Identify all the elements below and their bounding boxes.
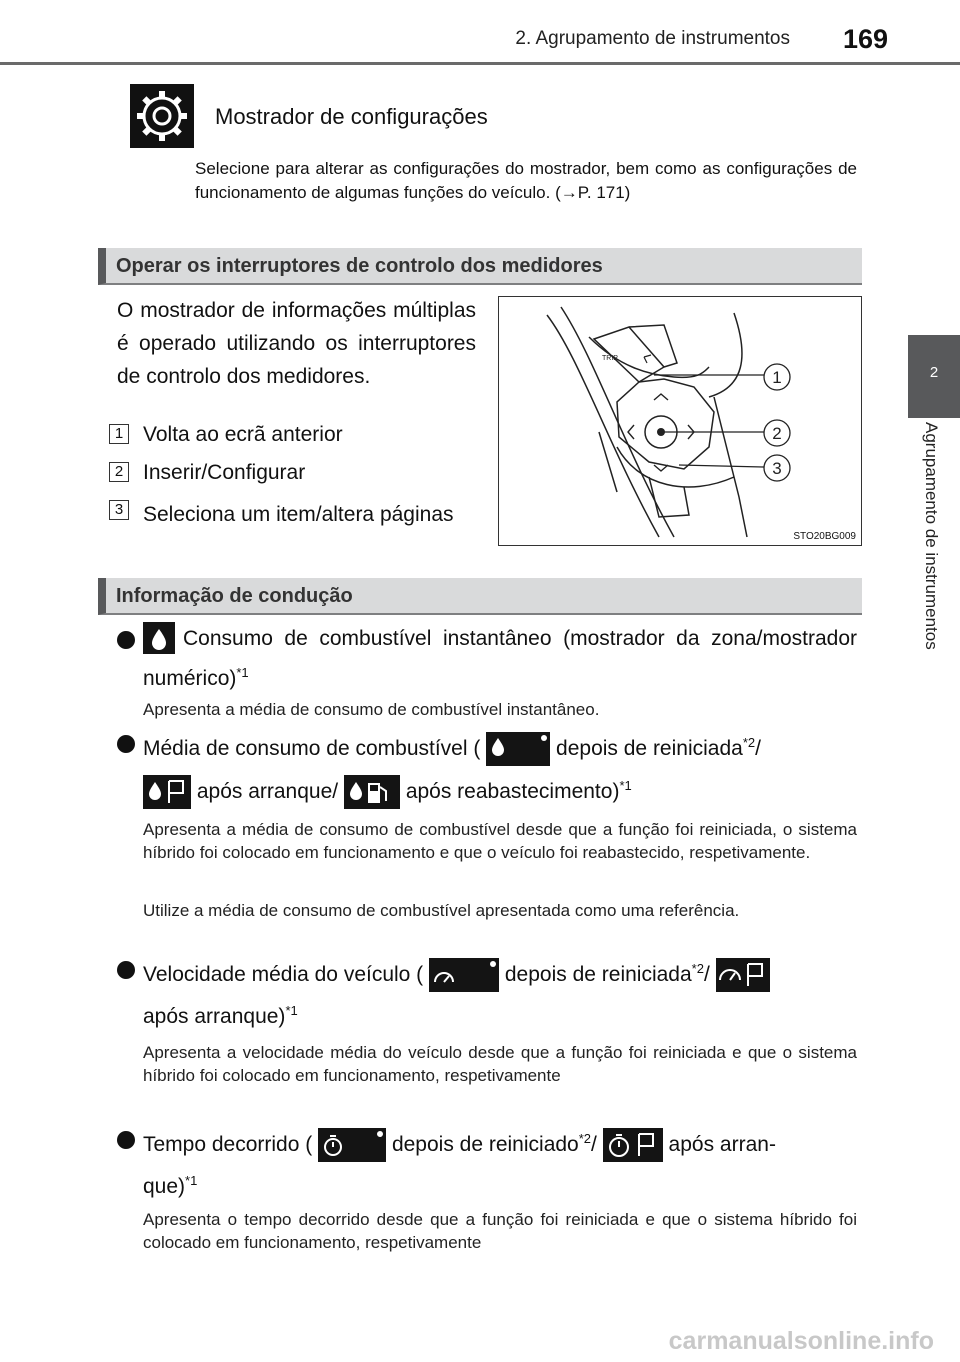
chapter-side-label-text: Agrupamento de instrumentos <box>922 422 941 650</box>
section-header-operate <box>98 248 862 285</box>
bullet-4-text-a: Tempo decorrido ( <box>143 1133 313 1156</box>
callout-number-3: 3 <box>109 500 129 520</box>
bullet-2-text-b: depois de reiniciada <box>556 737 743 760</box>
footnote-mark: *2 <box>742 735 756 750</box>
footnote-mark: *1 <box>236 665 249 680</box>
bullet-1-text: Consumo de combustível instantâneo (mostrador da zona/mostrador numérico) <box>143 627 857 690</box>
trip-button-label: TRIP <box>602 355 618 362</box>
figure-callout-1: 1 <box>772 368 782 387</box>
footnote-mark: *1 <box>185 1173 198 1188</box>
bullet-dot <box>117 961 135 979</box>
bullet-1-title <box>143 622 857 696</box>
callout-number-1: 1 <box>109 424 129 444</box>
bullet-2-text-c: após arranque/ <box>196 780 339 803</box>
bullet-3-text-a: Velocidade média do veículo ( <box>143 963 424 986</box>
bullet-2-title-line2 <box>143 769 632 809</box>
figure-callout-3: 3 <box>772 459 782 478</box>
section-title: Operar os interruptores de controlo dos medidores <box>116 255 603 277</box>
bullet-dot <box>117 735 135 753</box>
chapter-side-label <box>917 418 943 708</box>
header-rule <box>0 62 960 65</box>
bullet-2-title-line1: Média de consumo de combustível ( depois de reiniciada$^{*2}$/ <box>143 726 761 766</box>
elapsed-time-start-icon <box>603 1128 663 1162</box>
steering-switch-figure <box>498 296 862 546</box>
bullet-4-description: Apresenta o tempo decorrido desde que a função foi reiniciada e que o sistema híbrido foi colocado em funcionamento, respetivamente <box>143 1210 857 1252</box>
bullet-3-title-line1: Velocidade média do veículo ( depois de reiniciada$^{*2}$/ <box>143 952 857 992</box>
bullet-3-description: Apresenta a velocidade média do veículo desde que a função foi reiniciada e que o sistema híbrido foi colocado em funcionamento, respetivamente <box>143 1043 857 1085</box>
bullet-3-text-b: depois de reiniciada <box>504 963 692 986</box>
speed-average-start-icon <box>716 958 770 992</box>
bullet-2-description: Apresenta a média de consumo de combustível desde que a função foi reiniciada, o sistema híbrido foi colocado em funcionamento e que o veículo foi reabastecido, respetivamente. <box>143 820 857 862</box>
bullet-3-title-line2 <box>143 994 298 1034</box>
section-title: Informação de condução <box>116 585 353 607</box>
footnote-mark: *2 <box>691 961 704 976</box>
legend-item-2: Inserir/Configurar <box>143 461 306 484</box>
bullet-4-title-line2 <box>143 1164 197 1204</box>
footnote-mark: *1 <box>285 1003 298 1018</box>
chapter-tab: 2 <box>908 335 960 418</box>
page-number: 169 <box>842 24 888 54</box>
footnote-mark: *2 <box>578 1131 592 1146</box>
fuel-average-refuel-icon <box>344 775 400 809</box>
bullet-2-note: Utilize a média de consumo de combustível apresentada como uma referência. <box>143 901 740 920</box>
footnote-mark: *1 <box>619 778 632 793</box>
bullet-2-text-d: após reabastecimento) <box>405 780 620 803</box>
bullet-dot <box>117 631 135 649</box>
fuel-average-start-icon <box>143 775 191 809</box>
bullet-2-text-a: Média de consumo de combustível ( <box>143 737 481 760</box>
bullet-1-description: Apresenta a média de consumo de combustível instantâneo. <box>143 700 600 719</box>
bullet-4-text-d: que) <box>143 1175 186 1198</box>
steering-switch-drawing <box>499 297 861 545</box>
bullet-4-text-c: após arran- <box>668 1133 776 1156</box>
elapsed-time-reset-icon <box>318 1128 386 1162</box>
bullet-dot <box>117 1131 135 1149</box>
watermark: carmanualsonline.info <box>668 1327 934 1355</box>
legend-item-1: Volta ao ecrã anterior <box>143 423 343 446</box>
settings-title: Mostrador de configurações <box>215 104 488 129</box>
callout-number-2: 2 <box>109 462 129 482</box>
figure-code: STO20BG009 <box>793 531 856 542</box>
legend-item-3: Seleciona um item/altera páginas <box>143 503 454 526</box>
bullet-4-title-line1: Tempo decorrido ( depois de reiniciado$^{*2}$/ após arran- <box>143 1122 776 1162</box>
bullet-3-text-c: após arranque) <box>143 1005 286 1028</box>
operate-description: O mostrador de informações múltiplas é operado utilizando os interruptores de controlo dos medidores. <box>117 299 476 388</box>
chapter-title: 2. Agrupamento de instrumentos <box>515 28 790 49</box>
figure-callout-2: 2 <box>772 424 782 443</box>
gear-icon <box>130 84 194 148</box>
section-header-driving-info <box>98 578 862 615</box>
bullet-4-text-b: depois de reiniciado <box>391 1133 579 1156</box>
speed-average-reset-icon <box>429 958 499 992</box>
settings-description: Selecione para alterar as configurações do mostrador, bem como as configurações de funcionamento de algumas funções do veículo. (→P. 171) <box>195 159 857 202</box>
fuel-average-reset-icon <box>486 732 550 766</box>
